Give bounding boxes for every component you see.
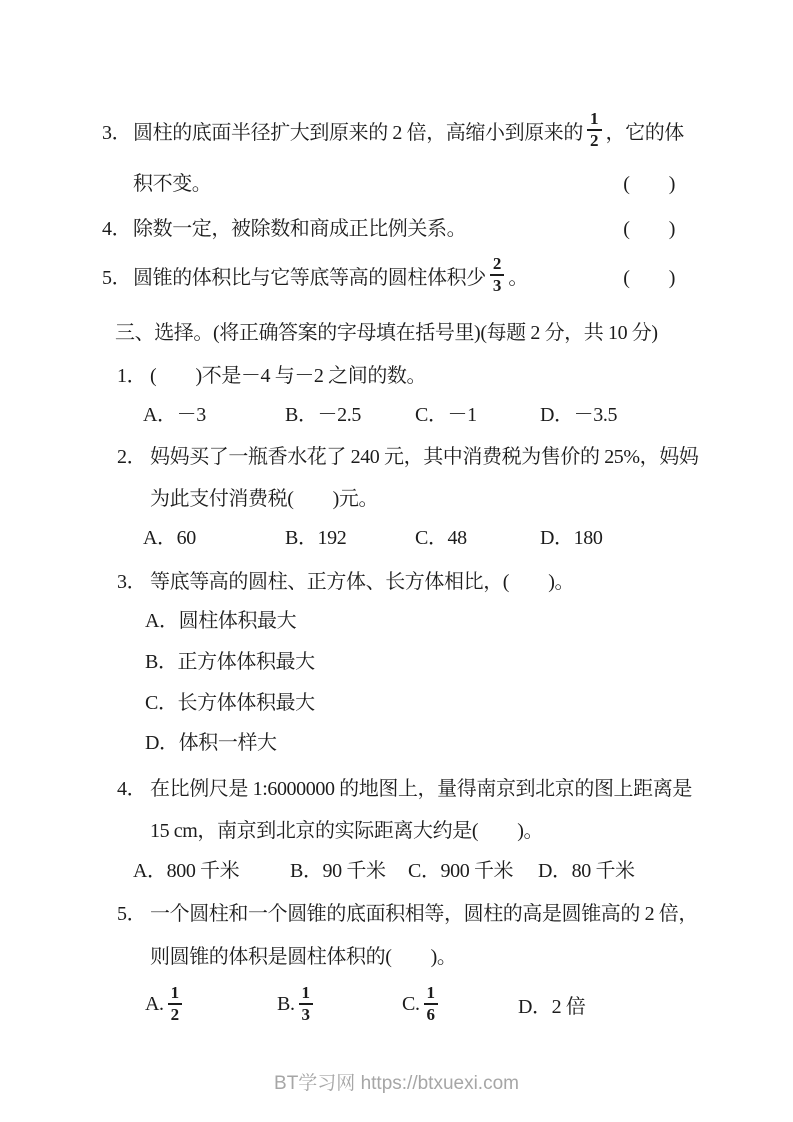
mc-question-3-option-a — [145, 605, 675, 631]
question-number: 3． — [117, 570, 147, 593]
question-text: 则圆锥的体积是圆柱体积的( )。 — [150, 945, 457, 968]
fraction-denominator: 2 — [590, 131, 599, 150]
fraction-numerator: 1 — [168, 983, 183, 1005]
fraction-one-third — [299, 983, 314, 1024]
option-d: D．80 千米 — [538, 859, 635, 882]
question-text: 一个圆柱和一个圆锥的底面积相等，圆柱的高是圆锥高的 2 倍， — [150, 902, 698, 925]
mc-question-4-line-1 — [117, 773, 692, 800]
mc-question-3-option-c — [145, 687, 675, 713]
question-number: 2． — [117, 445, 147, 468]
tf-question-4 — [102, 213, 675, 239]
question-number: 4． — [102, 217, 132, 240]
fraction-denominator: 3 — [492, 276, 502, 295]
mc-question-5-line-1 — [117, 898, 698, 925]
question-text: 为此支付消费税( )元。 — [150, 487, 379, 510]
answer-blank: ( ) — [623, 217, 675, 240]
option-c — [402, 983, 518, 1024]
question-text: ，它的体 — [605, 121, 684, 144]
option-c: C．48 — [415, 526, 467, 549]
question-number: 1． — [117, 364, 147, 387]
mc-question-1-options — [143, 399, 617, 425]
mc-question-4-line-2 — [150, 815, 675, 841]
option-label: B. — [277, 992, 295, 1015]
mc-question-2-line-1 — [117, 441, 699, 468]
question-text: 等底等高的圆柱、正方体、长方体相比，( )。 — [150, 570, 575, 593]
site-watermark-text: BT学习网 https://btxuexi.com — [274, 1073, 519, 1094]
tf-question-3-line-1 — [102, 109, 684, 150]
question-text: 圆锥的体积比与它等底等高的圆柱体积少 — [133, 266, 486, 289]
option-d: D．－3.5 — [540, 403, 618, 426]
fraction-one-sixth — [424, 983, 439, 1024]
answer-blank: ( ) — [623, 172, 675, 195]
mc-question-5-options — [145, 976, 585, 1032]
option-a: A．60 — [143, 526, 196, 549]
fraction-numerator: 2 — [490, 254, 505, 276]
question-text: 在比例尺是 1:6000000 的地图上，量得南京到北京的图上距离是 — [150, 777, 692, 800]
site-watermark — [0, 1068, 793, 1095]
mc-question-3-option-b — [145, 646, 675, 672]
answer-blank: ( ) — [623, 266, 675, 289]
fraction-numerator: 1 — [299, 983, 314, 1005]
question-text: 积不变。 — [133, 172, 212, 195]
mc-question-3 — [117, 566, 675, 592]
option-b: B．192 — [285, 526, 347, 549]
fraction-numerator: 1 — [587, 109, 602, 131]
option-c: C．长方体体积最大 — [145, 691, 315, 714]
option-b — [277, 983, 402, 1024]
fraction-one-half — [168, 983, 183, 1024]
option-a — [145, 983, 277, 1024]
question-text: 圆柱的底面半径扩大到原来的 2 倍，高缩小到原来的 — [133, 121, 583, 144]
question-text: 15 cm，南京到北京的实际距离大约是( )。 — [150, 819, 544, 842]
mc-question-2-line-2 — [150, 483, 675, 509]
tf-question-5 — [102, 254, 675, 295]
question-number: 5． — [117, 902, 147, 925]
option-b: B．90 千米 — [290, 859, 386, 882]
question-text: 除数一定，被除数和商成正比例关系。 — [133, 217, 467, 240]
mc-question-5-line-2 — [150, 941, 675, 967]
mc-question-2-options — [143, 522, 602, 548]
option-a: A．800 千米 — [133, 859, 240, 882]
question-number: 5． — [102, 266, 132, 289]
fraction-numerator: 1 — [424, 983, 439, 1005]
option-d: D．体积一样大 — [145, 731, 277, 754]
option-b: B．－2.5 — [285, 403, 361, 426]
question-number: 3． — [102, 121, 132, 144]
fraction-denominator: 3 — [301, 1005, 311, 1024]
question-text: 。 — [508, 266, 528, 289]
question-text: 妈妈买了一瓶香水花了 240 元，其中消费税为售价的 25%，妈妈 — [150, 445, 699, 468]
option-a: A．圆柱体积最大 — [145, 609, 297, 632]
question-number: 4． — [117, 777, 147, 800]
fraction-one-half — [587, 109, 602, 150]
option-label: A. — [145, 992, 164, 1015]
question-text: ( )不是－4 与－2 之间的数。 — [150, 364, 427, 387]
section-header-text: 三、选择。(将正确答案的字母填在括号里)(每题 2 分，共 10 分) — [115, 321, 658, 344]
fraction-two-thirds — [490, 254, 505, 295]
option-a: A．－3 — [143, 403, 206, 426]
mc-question-3-option-d — [145, 727, 675, 753]
tf-question-3-line-2 — [102, 168, 675, 194]
option-d: D．180 — [540, 526, 603, 549]
mc-question-4-options — [133, 855, 635, 881]
option-b: B．正方体体积最大 — [145, 650, 315, 673]
fraction-denominator: 2 — [170, 1005, 180, 1024]
option-d: D．2 倍 — [518, 995, 586, 1018]
option-c: C．900 千米 — [408, 859, 514, 882]
mc-question-1 — [117, 360, 675, 386]
fraction-denominator: 6 — [426, 1005, 436, 1024]
option-c: C．－1 — [415, 403, 477, 426]
section-header-multiple-choice — [115, 317, 675, 343]
option-label: C. — [402, 992, 420, 1015]
